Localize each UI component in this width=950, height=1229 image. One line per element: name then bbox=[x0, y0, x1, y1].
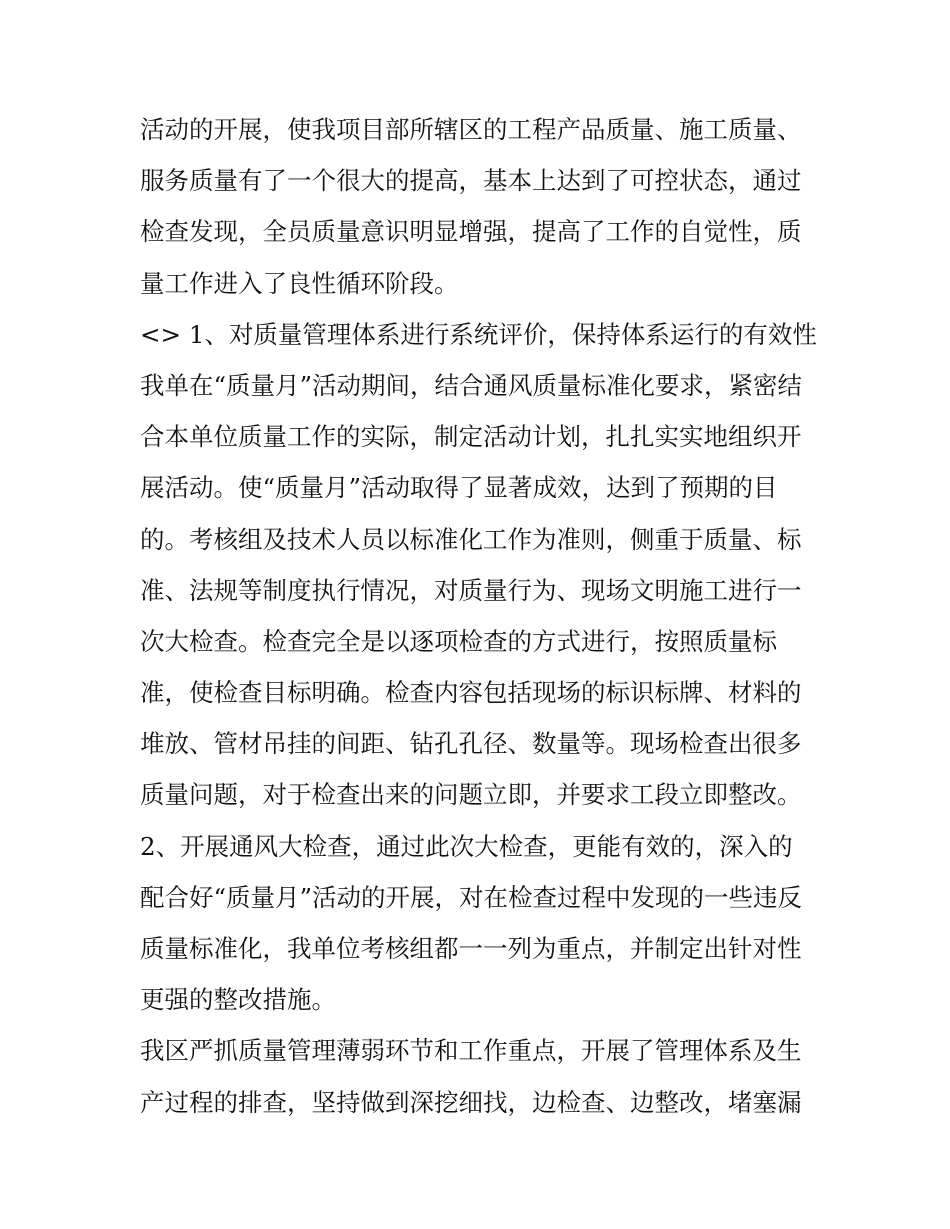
text-line: 准，使检查目标明确。检查内容包括现场的标识标牌、材料的 bbox=[140, 678, 802, 708]
text-line: 配合好“质量月”活动的开展，对在检查过程中发现的一些违反 bbox=[140, 882, 803, 912]
text-line: 活动的开展，使我项目部所辖区的工程产品质量、施工质量、 bbox=[140, 115, 802, 144]
text-line: 次大检查。检查完全是以逐项检查的方式进行，按照质量标 bbox=[140, 626, 777, 656]
text-line: 展活动。使“质量月”活动取得了显著成效，达到了预期的目 bbox=[140, 473, 778, 503]
text-line: 我区严抓质量管理薄弱环节和工作重点，开展了管理体系及生 bbox=[140, 1036, 802, 1066]
text-line: 我单在“质量月”活动期间，结合通风质量标准化要求，紧密结 bbox=[140, 370, 803, 400]
text-line: 质量标准化，我单位考核组都一一列为重点，并制定出针对性 bbox=[140, 934, 802, 963]
text-line: 准、法规等制度执行情况，对质量行为、现场文明施工进行一 bbox=[140, 575, 802, 605]
text-line: 的。考核组及技术人员以标准化工作为准则，侧重于质量、标 bbox=[140, 524, 802, 554]
text-line: 质量问题，对于检查出来的问题立即，并要求工段立即整改。 bbox=[140, 780, 802, 810]
text-line: 服务质量有了一个很大的提高，基本上达到了可控状态，通过 bbox=[140, 166, 802, 196]
text-line: <> 1、对质量管理体系进行系统评价，保持体系运行的有效性 bbox=[140, 319, 817, 349]
text-line: 合本单位质量工作的实际，制定活动计划，扎扎实实地组织开 bbox=[140, 422, 802, 452]
text-line: 更强的整改措施。 bbox=[140, 985, 336, 1015]
text-line: 产过程的排查，坚持做到深挖细找，边检查、边整改，堵塞漏 bbox=[140, 1087, 802, 1117]
text-line: 2、开展通风大检查，通过此次大检查，更能有效的，深入的 bbox=[140, 831, 793, 861]
text-line: 检查发现，全员质量意识明显增强，提高了工作的自觉性，质 bbox=[140, 217, 802, 247]
text-line: 堆放、管材吊挂的间距、钻孔孔径、数量等。现场检查出很多 bbox=[140, 729, 802, 759]
text-line: 量工作进入了良性循环阶段。 bbox=[140, 268, 459, 298]
document-body bbox=[140, 104, 820, 1128]
